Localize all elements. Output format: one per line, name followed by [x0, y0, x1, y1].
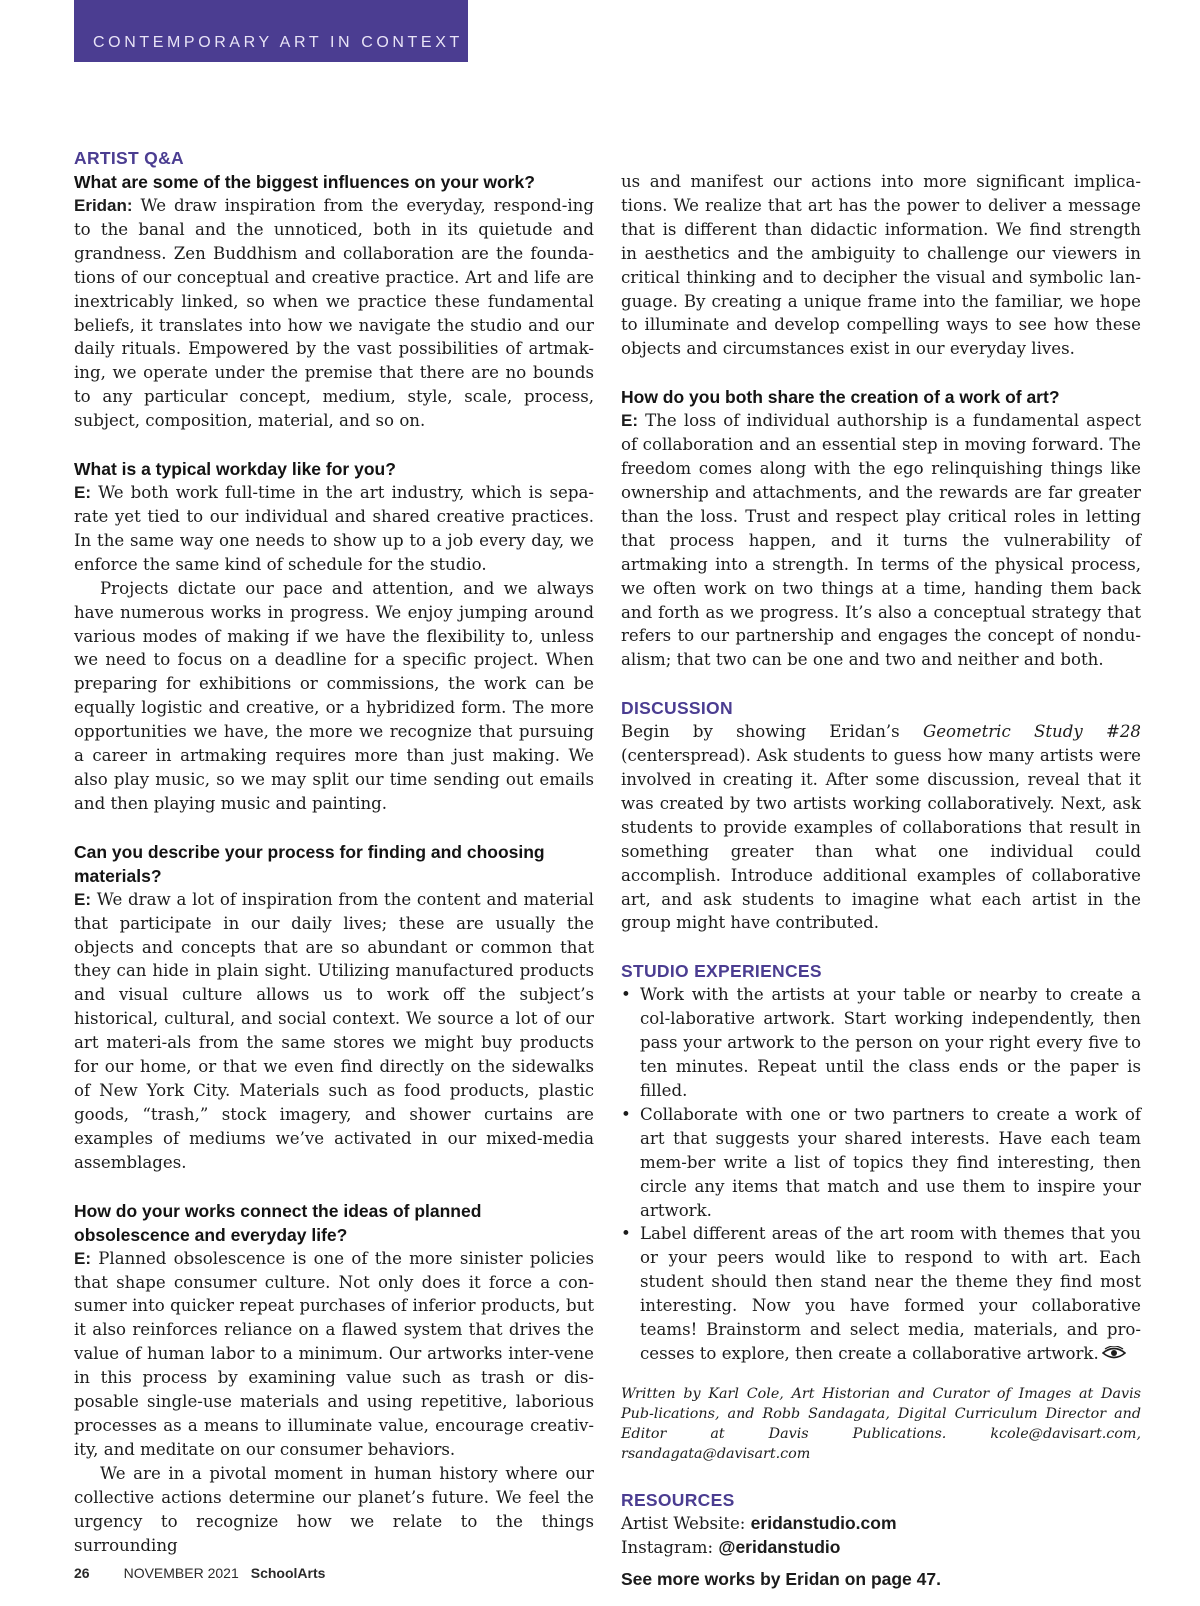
artist-qa-heading: ARTIST Q&A [74, 148, 184, 168]
answer-1-text: We draw inspiration from the everyday, respond-ing to the banal and the unnoticed, both in its quietude and grandness. Zen Buddhism and collaboration are the founda-tions of our conceptual and creative practice. Art and life are inextricably linked, so when we practice these fundamental beliefs, it translates into how we navigate the studio and our daily rituals. Empowered by the vast possibilities of artmak-ing, we operate under the premise that there are no bounds to any particular concept, medium, style, scale, process, subject, composition, material, and so on. [74, 196, 594, 431]
question-5: How do you both share the creation of a work of art? [621, 387, 1060, 408]
answer-3 [74, 888, 594, 1175]
list-item: • Work with the artists at your table or nearby to create a col-laborative artwork. Start working independently, then pass your artwork to the person on your right every five to ten minutes. Repeat until the class ends or the paper is filled. [621, 983, 1141, 1103]
answer-2 [74, 481, 594, 577]
studio-experiences-heading: STUDIO EXPERIENCES [621, 961, 822, 982]
studio-experiences-list [621, 983, 1141, 1366]
artist-website-line: Artist Website: eridanstudio.com [621, 1512, 897, 1533]
speaker-label: E: [621, 411, 638, 431]
instagram-line: Instagram: @eridanstudio [621, 1536, 841, 1557]
speaker-label: Eridan: [74, 196, 133, 215]
answer-4-text: Planned obsolescence is one of the more sinister policies that shape consumer culture. Not only does it force a con-sumer into quicker repeat purchases of inferior products, but it also reinforces reliance on a flawed system that drives the value of human labor to a minimum. Our artworks inter-vene in this process by examining value such as trash or dis-posable single-use materials and using repetitive, laborious processes as a means to illuminate value, encourage creativ-ity, and meditate on our consumer behaviors. [74, 1248, 594, 1459]
answer-5-text: The loss of individual authorship is a fundamental aspect of collaboration and an essential step in moving forward. The freedom comes along with the ego relinquishing things like ownership and attachments, and the rewards are far greater than the loss. Trust and respect play critical roles in letting that process happen, and it turns the vulnerability of artmaking into a strength. In terms of the physical process, we often work on two things at a time, handing them back and forth as we progress. It’s also a conceptual strategy that refers to our partnership and engages the concept of nondu-alism; that two can be one and two and neither and both. [621, 411, 1141, 670]
issue-date: NOVEMBER 2021 [123, 1565, 239, 1581]
magazine-name: SchoolArts [250, 1565, 326, 1581]
answer-3-text: We draw a lot of inspiration from the content and material that participate in our daily lives; these are usually the objects and concepts that are so abundant or common that they can hide in plain sight. Utilizing manufactured products and visual culture allows us to work off the subject’s historical, cultural, and social context. We source a lot of our art materi-als from the same stores we might buy products for our home, or that we even find directly on the sidewalks of New York City. Materials such as food products, plastic goods, “trash,” stock imagery, and shower curtains are examples of mediums we’ve activated in our mixed-media assemblages. [74, 889, 594, 1172]
speaker-label: E: [74, 1248, 91, 1268]
answer-4-paragraph-2: We are in a pivotal moment in human history where our collective actions determine our planet’s future. We feel the urgency to recognize how we relate to the things surrounding [74, 1463, 594, 1555]
answer-4-continued: us and manifest our actions into more significant implica-tions. We realize that art has the power to deliver a message that is different than didactic information. We find strength in aesthetics and the ambiguity to challenge our viewers in critical thinking and to decipher the visual and symbolic lan-guage. By creating a unique frame into the familiar, we hope to illuminate and develop compelling ways to see how these objects and circumstances exist in our everyday lives. [621, 172, 1141, 359]
page-number: 26 [74, 1565, 90, 1581]
instagram-link[interactable]: @eridanstudio [718, 1536, 841, 1557]
right-column [621, 170, 1141, 1592]
eye-end-mark-icon [1102, 1346, 1126, 1360]
website-link[interactable]: eridanstudio.com [750, 1512, 897, 1533]
question-2: What is a typical workday like for you? [74, 459, 396, 480]
page-footer [74, 1565, 325, 1581]
question-1: What are some of the biggest influences on your work? [74, 172, 535, 192]
see-more-note: See more works by Eridan on page 47. [621, 1568, 941, 1589]
author-credit: Written by Karl Cole, Art Historian and Curator of Images at Davis Pub-lications, and Robb Sandagata, Digital Curriculum Director and Editor at Davis Publications. kcole@davisart.com, rsandagata@davisart.com [621, 1385, 1141, 1462]
artwork-title: Geometric Study #28 [922, 722, 1141, 742]
discussion-text: Begin by showing Eridan’s Geometric Study #28 (centerspread). Ask students to guess how many artists were involved in creating it. After some discussion, reveal that it was created by two artists working collaboratively. Next, ask students to provide examples of collaborations that result in something greater than what one individual could accomplish. Introduce additional examples of collaborative art, and ask students to imagine what each artist in the group might have contributed. [621, 722, 1141, 933]
left-column [74, 146, 594, 1557]
question-4: How do your works connect the ideas of planned obsolescence and everyday life? [74, 1200, 482, 1245]
answer-2-text: We both work full-time in the art industry, which is sepa-rate yet tied to our individual and shared creative practices. In the same way one needs to show up to a job every day, we enforce the same kind of schedule for the studio. [74, 483, 594, 574]
answer-5 [621, 409, 1141, 672]
speaker-label: E: [74, 889, 91, 909]
answer-4 [74, 1247, 594, 1462]
answer-1 [74, 194, 594, 433]
speaker-label: E: [74, 483, 91, 503]
list-item: • Collaborate with one or two partners to create a work of art that suggests your shared interests. Have each team mem-ber write a list of topics they find interesting, then circle any items that match and use them to inspire your artwork. [621, 1103, 1141, 1223]
banner-title: CONTEMPORARY ART IN CONTEXT [93, 34, 463, 51]
question-3: Can you describe your process for finding and choosing materials? [74, 841, 545, 886]
answer-2-paragraph-2: Projects dictate our pace and attention, and we always have numerous works in progress. We enjoy jumping around various modes of making if we have the flexibility to, unless we need to focus on a deadline for a specific project. When preparing for exhibitions or commissions, the work can be equally logistic and creative, or a hybridized form. The more opportunities we have, the more we recognize that pursuing a career in artmaking requires more than just making. We also play music, so we may split our time sending out emails and then playing music and painting. [74, 578, 594, 813]
section-banner [74, 0, 468, 62]
resources-heading: RESOURCES [621, 1489, 735, 1510]
discussion-heading: DISCUSSION [621, 698, 733, 719]
list-item: • Label different areas of the art room with themes that you or your peers would like to respond to with art. Each student should then stand near the theme they find most interesting. Now you have formed your collaborative teams! Brainstorm and select media, materials, and pro-cesses to explore, then create a collaborative artwork. [621, 1222, 1141, 1365]
